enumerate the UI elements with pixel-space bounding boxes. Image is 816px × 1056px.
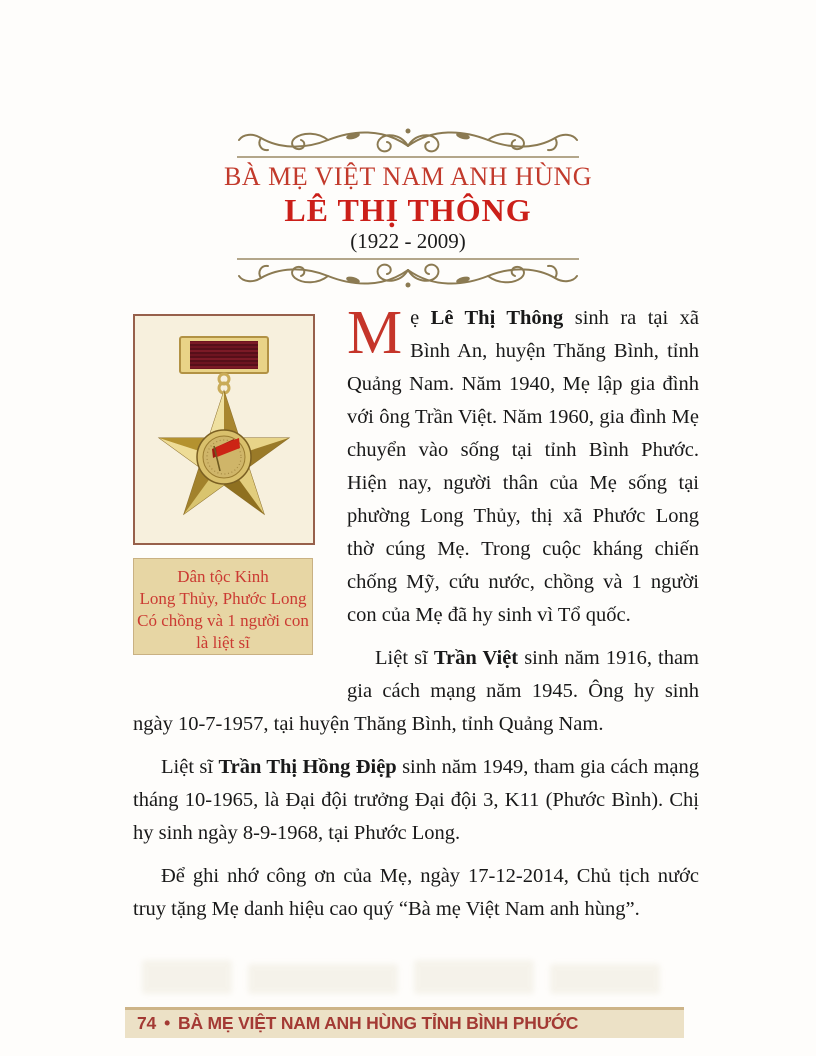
person-name-bold: Trần Việt: [433, 647, 519, 669]
bleedthrough-blob: [248, 964, 398, 994]
person-name-bold: Trần Thị Hồng Điệp: [218, 756, 397, 778]
floral-flourish-ornament-top: [232, 124, 584, 160]
body-text-run: Liệt sĩ: [161, 756, 219, 778]
caption-martyrs-line1: Có chồng và 1 người con: [137, 611, 309, 630]
page-bleedthrough-artifact: [142, 960, 682, 998]
figure-column-spacer: [133, 302, 347, 692]
footer-bullet: •: [164, 1013, 171, 1033]
body-text-run: Liệt sĩ: [375, 647, 434, 669]
honorific-title: BÀ MẸ VIỆT NAM ANH HÙNG: [223, 162, 593, 191]
caption-ethnicity: Dân tộc Kinh: [177, 567, 269, 586]
bleedthrough-blob: [142, 960, 232, 994]
body-text-run: ẹ: [410, 307, 431, 329]
birth-death-years: (1922 - 2009): [350, 229, 466, 253]
title-block: [126, 124, 690, 292]
person-name-bold: Lê Thị Thông: [430, 307, 564, 329]
body-text-run: sinh ra tại xã Bình An, huyện Thăng Bình, tỉnh Quảng Nam. Năm 1940, Mẹ lập gia đình với ông Trần Việt. Năm 1960, gia đình Mẹ chuyển vào sống tại tỉnh Bình Phước. Hiện nay, người thân của Mẹ sống tại phường Long Thủy, thị xã Phước Long thờ cúng Mẹ. Trong cuộc kháng chiến chống Mỹ, cứu nước, chồng và 1 người con của Mẹ đã hy sinh vì Tổ quốc.: [347, 307, 699, 626]
page-footer: [125, 1007, 684, 1038]
footer-book-title: BÀ MẸ VIỆT NAM ANH HÙNG TỈNH BÌNH PHƯỚC: [178, 1013, 579, 1033]
body-text-run: sinh năm 1916, tham gia cách mạng năm 1945. Ông hy sinh ngày 10-7-1957, tại huyện Thăng Bình, tỉnh Quảng Nam.: [133, 647, 700, 735]
floral-flourish-ornament-bottom: [232, 256, 584, 292]
caption-martyrs-line2: là liệt sĩ: [196, 633, 250, 652]
drop-cap: M: [347, 299, 403, 367]
body-paragraph-award: [133, 860, 699, 926]
biography-text: [133, 299, 700, 936]
body-text-run: Để ghi nhớ công ơn của Mẹ, ngày 17-12-2014, Chủ tịch nước truy tặng Mẹ danh hiệu cao quý “Bà mẹ Việt Nam anh hùng”.: [133, 865, 699, 920]
caption-location: Long Thủy, Phước Long: [139, 589, 307, 608]
bleedthrough-blob: [550, 964, 660, 994]
body-text-run: sinh năm 1949, tham gia cách mạng tháng 10-1965, là Đại đội trưởng Đại đội 3, K11 (Phước Bình). Chị hy sinh ngày 8-9-1968, tại Phước Long.: [133, 756, 700, 844]
page-number: 74: [137, 1013, 157, 1033]
bleedthrough-blob: [414, 960, 534, 994]
hero-mother-name: LÊ THỊ THÔNG: [284, 192, 532, 228]
body-paragraph-daughter: [133, 751, 699, 850]
